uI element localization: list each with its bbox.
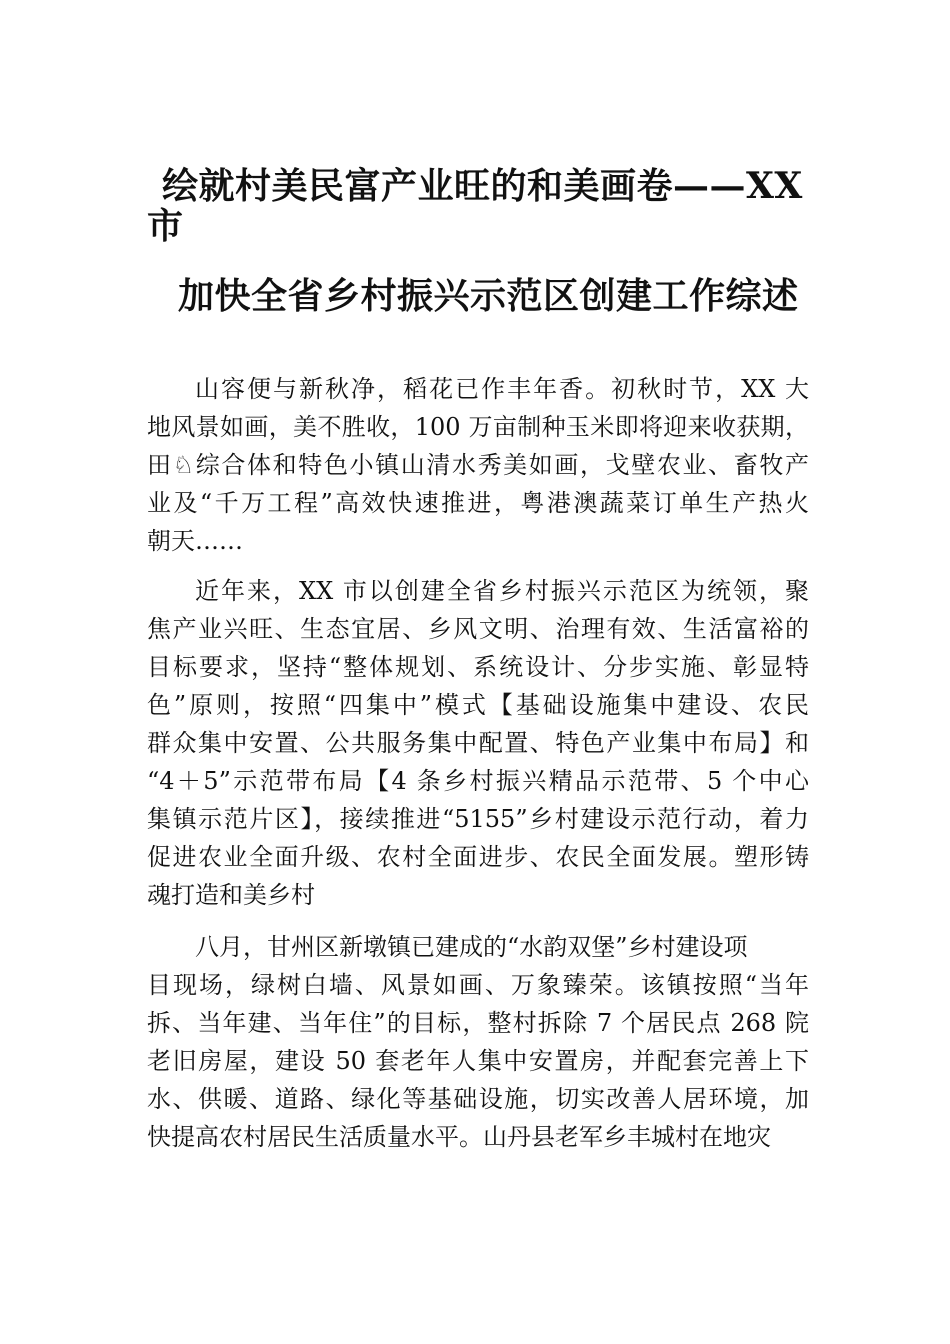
paragraph-line: 地风景如画，美不胜收，100 万亩制种玉米即将迎来收获期， <box>147 413 809 441</box>
paragraph-line: 近年来，XX 市以创建全省乡村振兴示范区为统领，聚 <box>195 577 809 605</box>
paragraph-line: 田♘综合体和特色小镇山清水秀美如画，戈壁农业、畜牧产 <box>147 451 809 479</box>
paragraph-line: 朝天…… <box>147 527 243 555</box>
paragraph-line: 色”原则，按照“四集中”模式【基础设施集中建设、农民 <box>147 691 809 719</box>
paragraph-2 <box>147 572 809 914</box>
paragraph-line: 山容便与新秋净，稻花已作丰年香。初秋时节，XX 大 <box>195 375 809 403</box>
paragraph-line: 拆、当年建、当年住”的目标，整村拆除 7 个居民点 268 院 <box>147 1009 809 1037</box>
paragraph-line: “4＋5”示范带布局【4 条乡村振兴精品示范带、5 个中心 <box>147 767 809 795</box>
paragraph-1 <box>147 370 809 560</box>
paragraph-line: 业及“千万工程”高效快速推进，粤港澳蔬菜订单生产热火 <box>147 489 809 517</box>
document-title-line-1: 绘就村美民富产业旺的和美画卷——XX <box>162 165 803 207</box>
document-title-line-1-continued: 市 <box>147 205 184 247</box>
paragraph-3 <box>147 928 809 1156</box>
paragraph-line: 快提高农村居民生活质量水平。山丹县老军乡丰城村在地灾 <box>147 1123 771 1151</box>
paragraph-line: 水、供暖、道路、绿化等基础设施，切实改善人居环境，加 <box>147 1085 809 1113</box>
paragraph-line: 集镇示范片区】，接续推进“5155”乡村建设示范行动，着力 <box>147 805 809 833</box>
paragraph-line: 八月，甘州区新墩镇已建成的“水韵双堡”乡村建设项 <box>195 933 748 961</box>
paragraph-line: 老旧房屋，建设 50 套老年人集中安置房，并配套完善上下 <box>147 1047 809 1075</box>
document-subtitle: 加快全省乡村振兴示范区创建工作综述 <box>178 275 799 317</box>
paragraph-line: 群众集中安置、公共服务集中配置、特色产业集中布局】和 <box>147 729 809 757</box>
paragraph-line: 焦产业兴旺、生态宜居、乡风文明、治理有效、生活富裕的 <box>147 615 809 643</box>
paragraph-line: 目标要求，坚持“整体规划、系统设计、分步实施、彰显特 <box>147 653 809 681</box>
paragraph-line: 促进农业全面升级、农村全面进步、农民全面发展。塑形铸 <box>147 843 809 871</box>
paragraph-line: 目现场，绿树白墙、风景如画、万象臻荣。该镇按照“当年 <box>147 971 809 999</box>
paragraph-line: 魂打造和美乡村 <box>147 881 315 909</box>
